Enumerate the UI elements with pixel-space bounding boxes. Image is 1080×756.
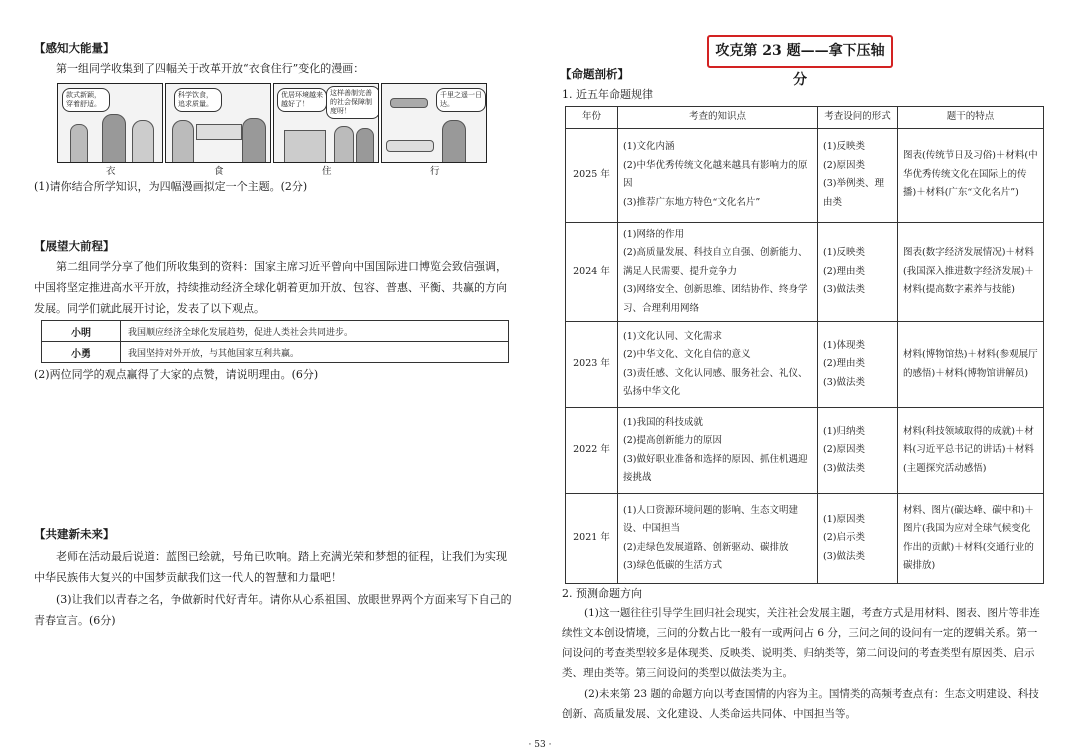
form-item: (2)理由类 xyxy=(823,358,865,370)
opinion-table xyxy=(41,320,509,363)
opinion-text: 我国坚持对外开放，与其他国家互利共赢。 xyxy=(121,342,509,363)
figure-person xyxy=(70,124,88,163)
form-item: (1)体现类 xyxy=(823,339,865,351)
cartoon-caption: 衣 xyxy=(106,166,116,177)
opinion-name: 小明 xyxy=(42,321,121,342)
section3-heading: 【共建新未来】 xyxy=(34,527,115,541)
point-item: (2)中华文化、文化自信的意义 xyxy=(623,349,751,360)
points-cell xyxy=(618,128,818,222)
figure-building xyxy=(284,130,326,163)
form-item: (2)理由类 xyxy=(823,265,865,277)
form-item: (1)原因类 xyxy=(823,513,865,525)
points-cell xyxy=(618,322,818,408)
point-item: (3)责任感、文化认同感、服务社会、礼仪、弘扬中华文化 xyxy=(623,367,808,397)
figure-person xyxy=(334,126,354,163)
points-cell xyxy=(618,222,818,322)
features-cell: 图表(数字经济发展情况)＋材料(我国深入推进数字经济发展)＋材料(提高数字素养与技能) xyxy=(898,222,1044,322)
figure-person xyxy=(356,128,374,163)
section2-paragraph: 第二组同学分享了他们所收集到的资料：国家主席习近平曾向中国国际进口博览会致信强调，中国将坚定推进高水平开放，持续推动经济全球化朝着更加开放、包容、普惠、平衡、共赢的方向发展。同学们就此展开讨论，发表了以下观点。 xyxy=(34,260,507,315)
forms-cell xyxy=(818,408,898,494)
table-row xyxy=(42,321,509,342)
point-item: (3)绿色低碳的生活方式 xyxy=(623,560,722,571)
table-row xyxy=(566,128,1044,222)
section1-intro: 第一组同学收集到了四幅关于改革开放“衣食住行”变化的漫画： xyxy=(56,62,365,75)
features-cell: 材料(博物馆热)＋材料(参观展厅的感悟)＋材料(博物馆讲解员) xyxy=(898,322,1044,408)
point-item: (1)人口资源环境问题的影响、生态文明建设、中国担当 xyxy=(623,504,798,534)
question-2: (2)两位同学的观点赢得了大家的点赞，请说明理由。(6分) xyxy=(34,368,319,381)
point-item: (3)做好职业准备和选择的原因、抓住机遇迎接挑战 xyxy=(623,453,808,483)
prediction-1: (1)这一题往往引导学生回归社会现实，关注社会发展主题，考查方式是用材料、图表、图片等非连续性文本创设情境，三问的分数占比一般有一或两问占 6 分，三问之间的设问有一定的逻辑关系。第一问设问的考查类型较多是体现类、反映类、说明类、归纳类等，第二问设问的考查类型有原因类、启示类、理由类等。第三问设问的类型以做法类为主。 xyxy=(562,607,1040,679)
figure-person xyxy=(132,120,154,163)
year-cell: 2022 年 xyxy=(566,408,618,494)
cartoon-panel-clothing xyxy=(57,83,163,163)
form-item: (3)做法类 xyxy=(823,284,865,295)
section1-heading: 【感知大能量】 xyxy=(34,41,115,55)
figure-airplane xyxy=(390,98,428,108)
figure-person xyxy=(442,120,466,163)
subheading-prediction: 2. 预测命题方向 xyxy=(562,587,642,600)
point-item: (1)文化内涵 xyxy=(623,141,675,152)
page-title: 攻克第 23 题——拿下压轴分 xyxy=(707,35,893,68)
year-cell: 2025 年 xyxy=(566,128,618,222)
figure-person xyxy=(242,118,266,163)
form-item: (1)归纳类 xyxy=(823,425,865,437)
form-item: (2)启示类 xyxy=(823,532,865,544)
table-row xyxy=(566,222,1044,322)
cartoon-panel-housing xyxy=(273,83,379,163)
table-row xyxy=(566,494,1044,584)
form-item: (3)做法类 xyxy=(823,550,865,562)
point-item: (2)走绿色发展道路、创新驱动、碳排放 xyxy=(623,541,789,553)
cartoon-caption: 行 xyxy=(430,166,440,177)
cartoon-bubble: 这样善制完善的社会保障制度呀！ xyxy=(326,86,379,119)
forms-cell xyxy=(818,494,898,584)
point-item: (2)提高创新能力的原因 xyxy=(623,435,722,446)
point-item: (2)中华优秀传统文化越来越具有影响力的原因 xyxy=(623,159,808,189)
table-row xyxy=(566,322,1044,408)
cartoon-caption: 住 xyxy=(322,166,332,177)
point-item: (3)推荐广东地方特色“文化名片” xyxy=(623,196,761,208)
points-cell xyxy=(618,494,818,584)
form-item: (3)做法类 xyxy=(823,462,865,474)
form-item: (1)反映类 xyxy=(823,141,865,152)
form-item: (3)举例类、理由类 xyxy=(823,178,884,208)
subheading-rules: 1. 近五年命题规律 xyxy=(562,88,653,101)
opinion-text: 我国顺应经济全球化发展趋势，促进人类社会共同进步。 xyxy=(121,321,509,342)
figure-person xyxy=(102,114,126,163)
forms-cell xyxy=(818,222,898,322)
year-cell: 2023 年 xyxy=(566,322,618,408)
question-1: (1)请你结合所学知识，为四幅漫画拟定一个主题。(2分) xyxy=(34,180,308,193)
year-cell: 2024 年 xyxy=(566,222,618,322)
point-item: (1)文化认同、文化需求 xyxy=(623,330,722,342)
form-item: (3)做法类 xyxy=(823,376,865,388)
column-header: 考查的知识点 xyxy=(618,107,818,129)
column-header: 题干的特点 xyxy=(898,107,1044,129)
prediction-2: (2)未来第 23 题的命题方向以考查国情的内容为主。国情类的高频考查点有：生态文明建设、科技创新、高质量发展、文化建设、人类命运共同体、中国担当等。 xyxy=(562,688,1039,720)
opinion-name: 小勇 xyxy=(42,342,121,363)
point-item: (2)高质量发展、科技自立自强、创新能力、满足人民需要、提升竞争力 xyxy=(623,247,808,277)
exam-rules-table xyxy=(565,106,1044,584)
section3-paragraph: 老师在活动最后说道：蓝图已绘就，号角已吹响。踏上充满光荣和梦想的征程，让我们为实现中华民族伟大复兴的中国梦贡献我们这一代人的智慧和力量吧！ xyxy=(34,550,507,584)
year-cell: 2021 年 xyxy=(566,494,618,584)
figure-person xyxy=(172,120,194,163)
features-cell: 材料(科技领域取得的成就)＋材料(习近平总书记的讲话)＋材料(主题探究活动感悟) xyxy=(898,408,1044,494)
page-number: · 53 · xyxy=(528,740,552,750)
point-item: (1)我国的科技成就 xyxy=(623,416,703,428)
column-header: 考查设问的形式 xyxy=(818,107,898,129)
points-cell xyxy=(618,408,818,494)
figure-train xyxy=(386,140,434,152)
cartoon-bubble: 科学饮食，追求质量。 xyxy=(174,88,222,112)
forms-cell xyxy=(818,322,898,408)
figure-table xyxy=(196,124,242,140)
form-item: (1)反映类 xyxy=(823,247,865,258)
cartoon-panel-transport xyxy=(381,83,487,163)
column-header: 年份 xyxy=(566,107,618,129)
point-item: (1)网络的作用 xyxy=(623,228,684,240)
cartoon-caption: 食 xyxy=(214,166,224,177)
form-item: (2)原因类 xyxy=(823,444,865,456)
form-item: (2)原因类 xyxy=(823,159,865,171)
cartoon-bubble: 优居环境越来越好了！ xyxy=(277,88,327,112)
section2-heading: 【展望大前程】 xyxy=(34,239,115,253)
cartoon-bubble: 千里之遥一日达。 xyxy=(436,88,486,112)
table-header-row xyxy=(566,107,1044,129)
features-cell: 材料、图片(碳达峰、碳中和)＋图片(我国为应对全球气候变化作出的贡献)＋材料(交通行业的碳排放) xyxy=(898,494,1044,584)
features-cell: 图表(传统节日及习俗)＋材料(中华优秀传统文化在国际上的传播)＋材料(广东“文化名片”) xyxy=(898,128,1044,222)
cartoon-bubble: 款式新颖，穿着舒适。 xyxy=(62,88,110,112)
question-3: (3)让我们以青春之名，争做新时代好青年。请你从心系祖国、放眼世界两个方面来写下自己的青春宣言。(6分) xyxy=(34,593,512,627)
table-row xyxy=(566,408,1044,494)
cartoon-panel-food xyxy=(165,83,271,163)
analysis-heading: 【命题剖析】 xyxy=(560,67,629,81)
forms-cell xyxy=(818,128,898,222)
point-item: (3)网络安全、创新思维、团结协作、终身学习、合理利用网络 xyxy=(623,284,808,314)
table-row xyxy=(42,342,509,363)
